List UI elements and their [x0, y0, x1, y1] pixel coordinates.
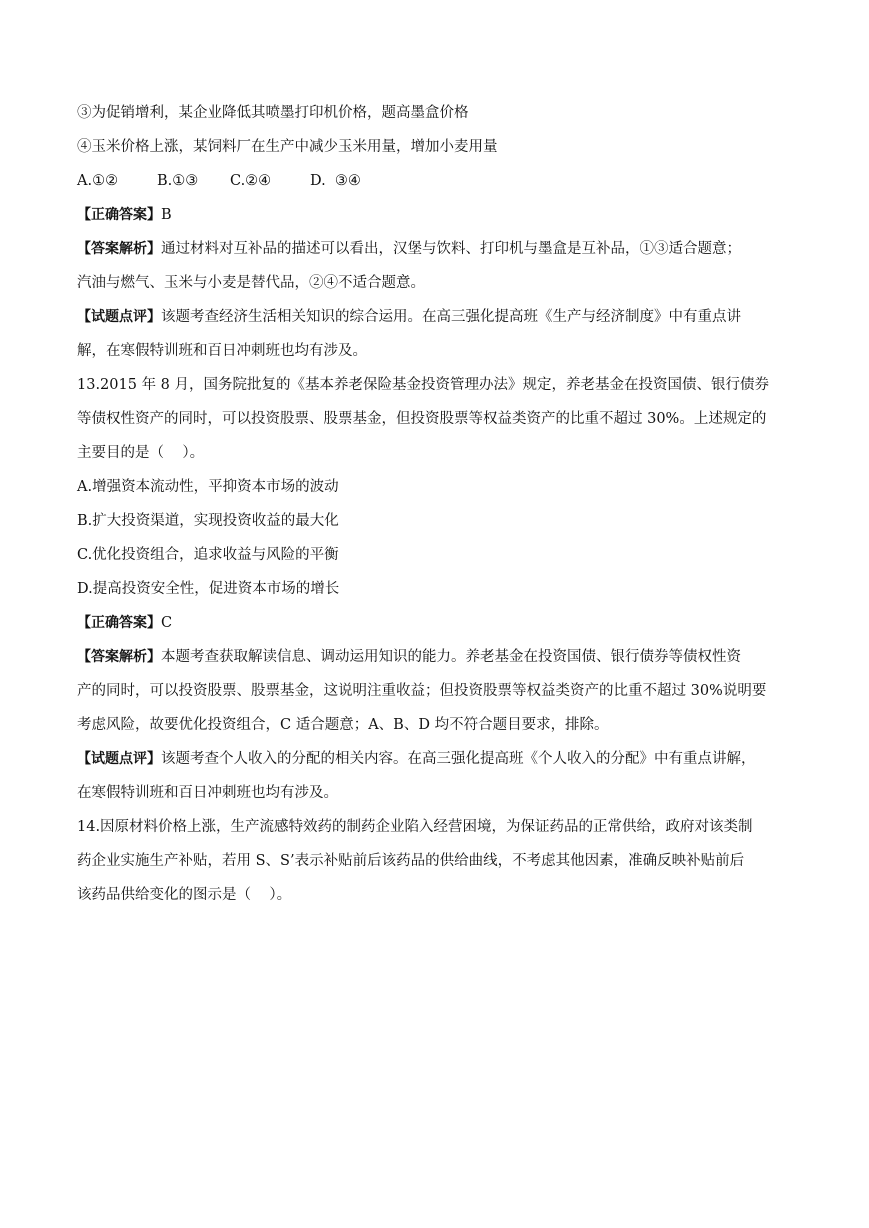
q12-option-3: ③为促销增利，某企业降低其喷墨打印机价格，题高墨盒价格: [77, 105, 469, 121]
q14-stem-line-2: 药企业实施生产补贴，若用 S、S’表示补贴前后该药品的供给曲线，不考虑其他因素，准确反映补贴前后: [77, 853, 745, 869]
q13-comment-line-1: [77, 742, 789, 776]
q13-answer: [77, 606, 789, 640]
q14-stem-line-3: 该药品供给变化的图示是（ ）。: [77, 887, 292, 903]
q12-choice-b: B.①③: [157, 173, 199, 189]
q13-option-d: D.提高投资安全性，促进资本市场的增长: [77, 581, 340, 597]
q13-option-c: C.优化投资组合，追求收益与风险的平衡: [77, 547, 339, 563]
q12-choice-d: D. ③④: [310, 173, 361, 189]
document-content: [77, 96, 789, 912]
analysis-text: 本题考查获取解读信息、调动运用知识的能力。养老基金在投资国债、银行债券等债权性资: [161, 649, 741, 665]
q13-stem-line-3: 主要目的是（ ）。: [77, 445, 205, 461]
analysis-tag: 【答案解析】: [77, 649, 161, 665]
analysis-text: 通过材料对互补品的描述可以看出，汉堡与饮料、打印机与墨盒是互补品，①③适合题意；: [161, 241, 741, 257]
q13-analysis-line-3: 考虑风险，故要优化投资组合，C 适合题意；A、B、D 均不符合题目要求，排除。: [77, 717, 609, 733]
analysis-tag: 【答案解析】: [77, 241, 161, 257]
q13-stem-line-1: 13.2015 年 8 月，国务院批复的《基本养老保险基金投资管理办法》规定，养老基金在投资国债、银行债券: [77, 377, 770, 393]
q12-comment-line-1: [77, 300, 789, 334]
q12-analysis-line-1: [77, 232, 789, 266]
q12-option-4: ④玉米价格上涨，某饲料厂在生产中减少玉米用量，增加小麦用量: [77, 139, 498, 155]
q12-choices: [77, 164, 789, 198]
answer-tag: 【正确答案】: [77, 207, 161, 223]
q13-comment-line-2: 在寒假特训班和百日冲刺班也均有涉及。: [77, 785, 338, 801]
q13-analysis-line-2: 产的同时，可以投资股票、股票基金，这说明注重收益；但投资股票等权益类资产的比重不超过 30%说明要: [77, 683, 767, 699]
answer-value: B: [161, 207, 172, 223]
comment-text: 该题考查个人收入的分配的相关内容。在高三强化提高班《个人收入的分配》中有重点讲解，: [161, 751, 756, 767]
q12-answer: [77, 198, 789, 232]
answer-value: C: [161, 615, 173, 631]
answer-tag: 【正确答案】: [77, 615, 161, 631]
q12-choice-c: C.②④: [230, 173, 272, 189]
q12-analysis-line-2: 汽油与燃气、玉米与小麦是替代品，②④不适合题意。: [77, 275, 425, 291]
q13-option-a: A.增强资本流动性，平抑资本市场的波动: [77, 479, 339, 495]
q12-choice-a: A.①②: [77, 173, 119, 189]
q12-comment-line-2: 解，在寒假特训班和百日冲刺班也均有涉及。: [77, 343, 367, 359]
comment-tag: 【试题点评】: [77, 751, 161, 767]
comment-text: 该题考查经济生活相关知识的综合运用。在高三强化提高班《生产与经济制度》中有重点讲: [161, 309, 741, 325]
q14-stem-line-1: 14.因原材料价格上涨，生产流感特效药的制药企业陷入经营困境，为保证药品的正常供给，政府对该类制: [77, 819, 753, 835]
q13-analysis-line-1: [77, 640, 789, 674]
q13-option-b: B.扩大投资渠道，实现投资收益的最大化: [77, 513, 339, 529]
q13-stem-line-2: 等债权性资产的同时，可以投资股票、股票基金，但投资股票等权益类资产的比重不超过 30%。上述规定的: [77, 411, 767, 427]
comment-tag: 【试题点评】: [77, 309, 161, 325]
